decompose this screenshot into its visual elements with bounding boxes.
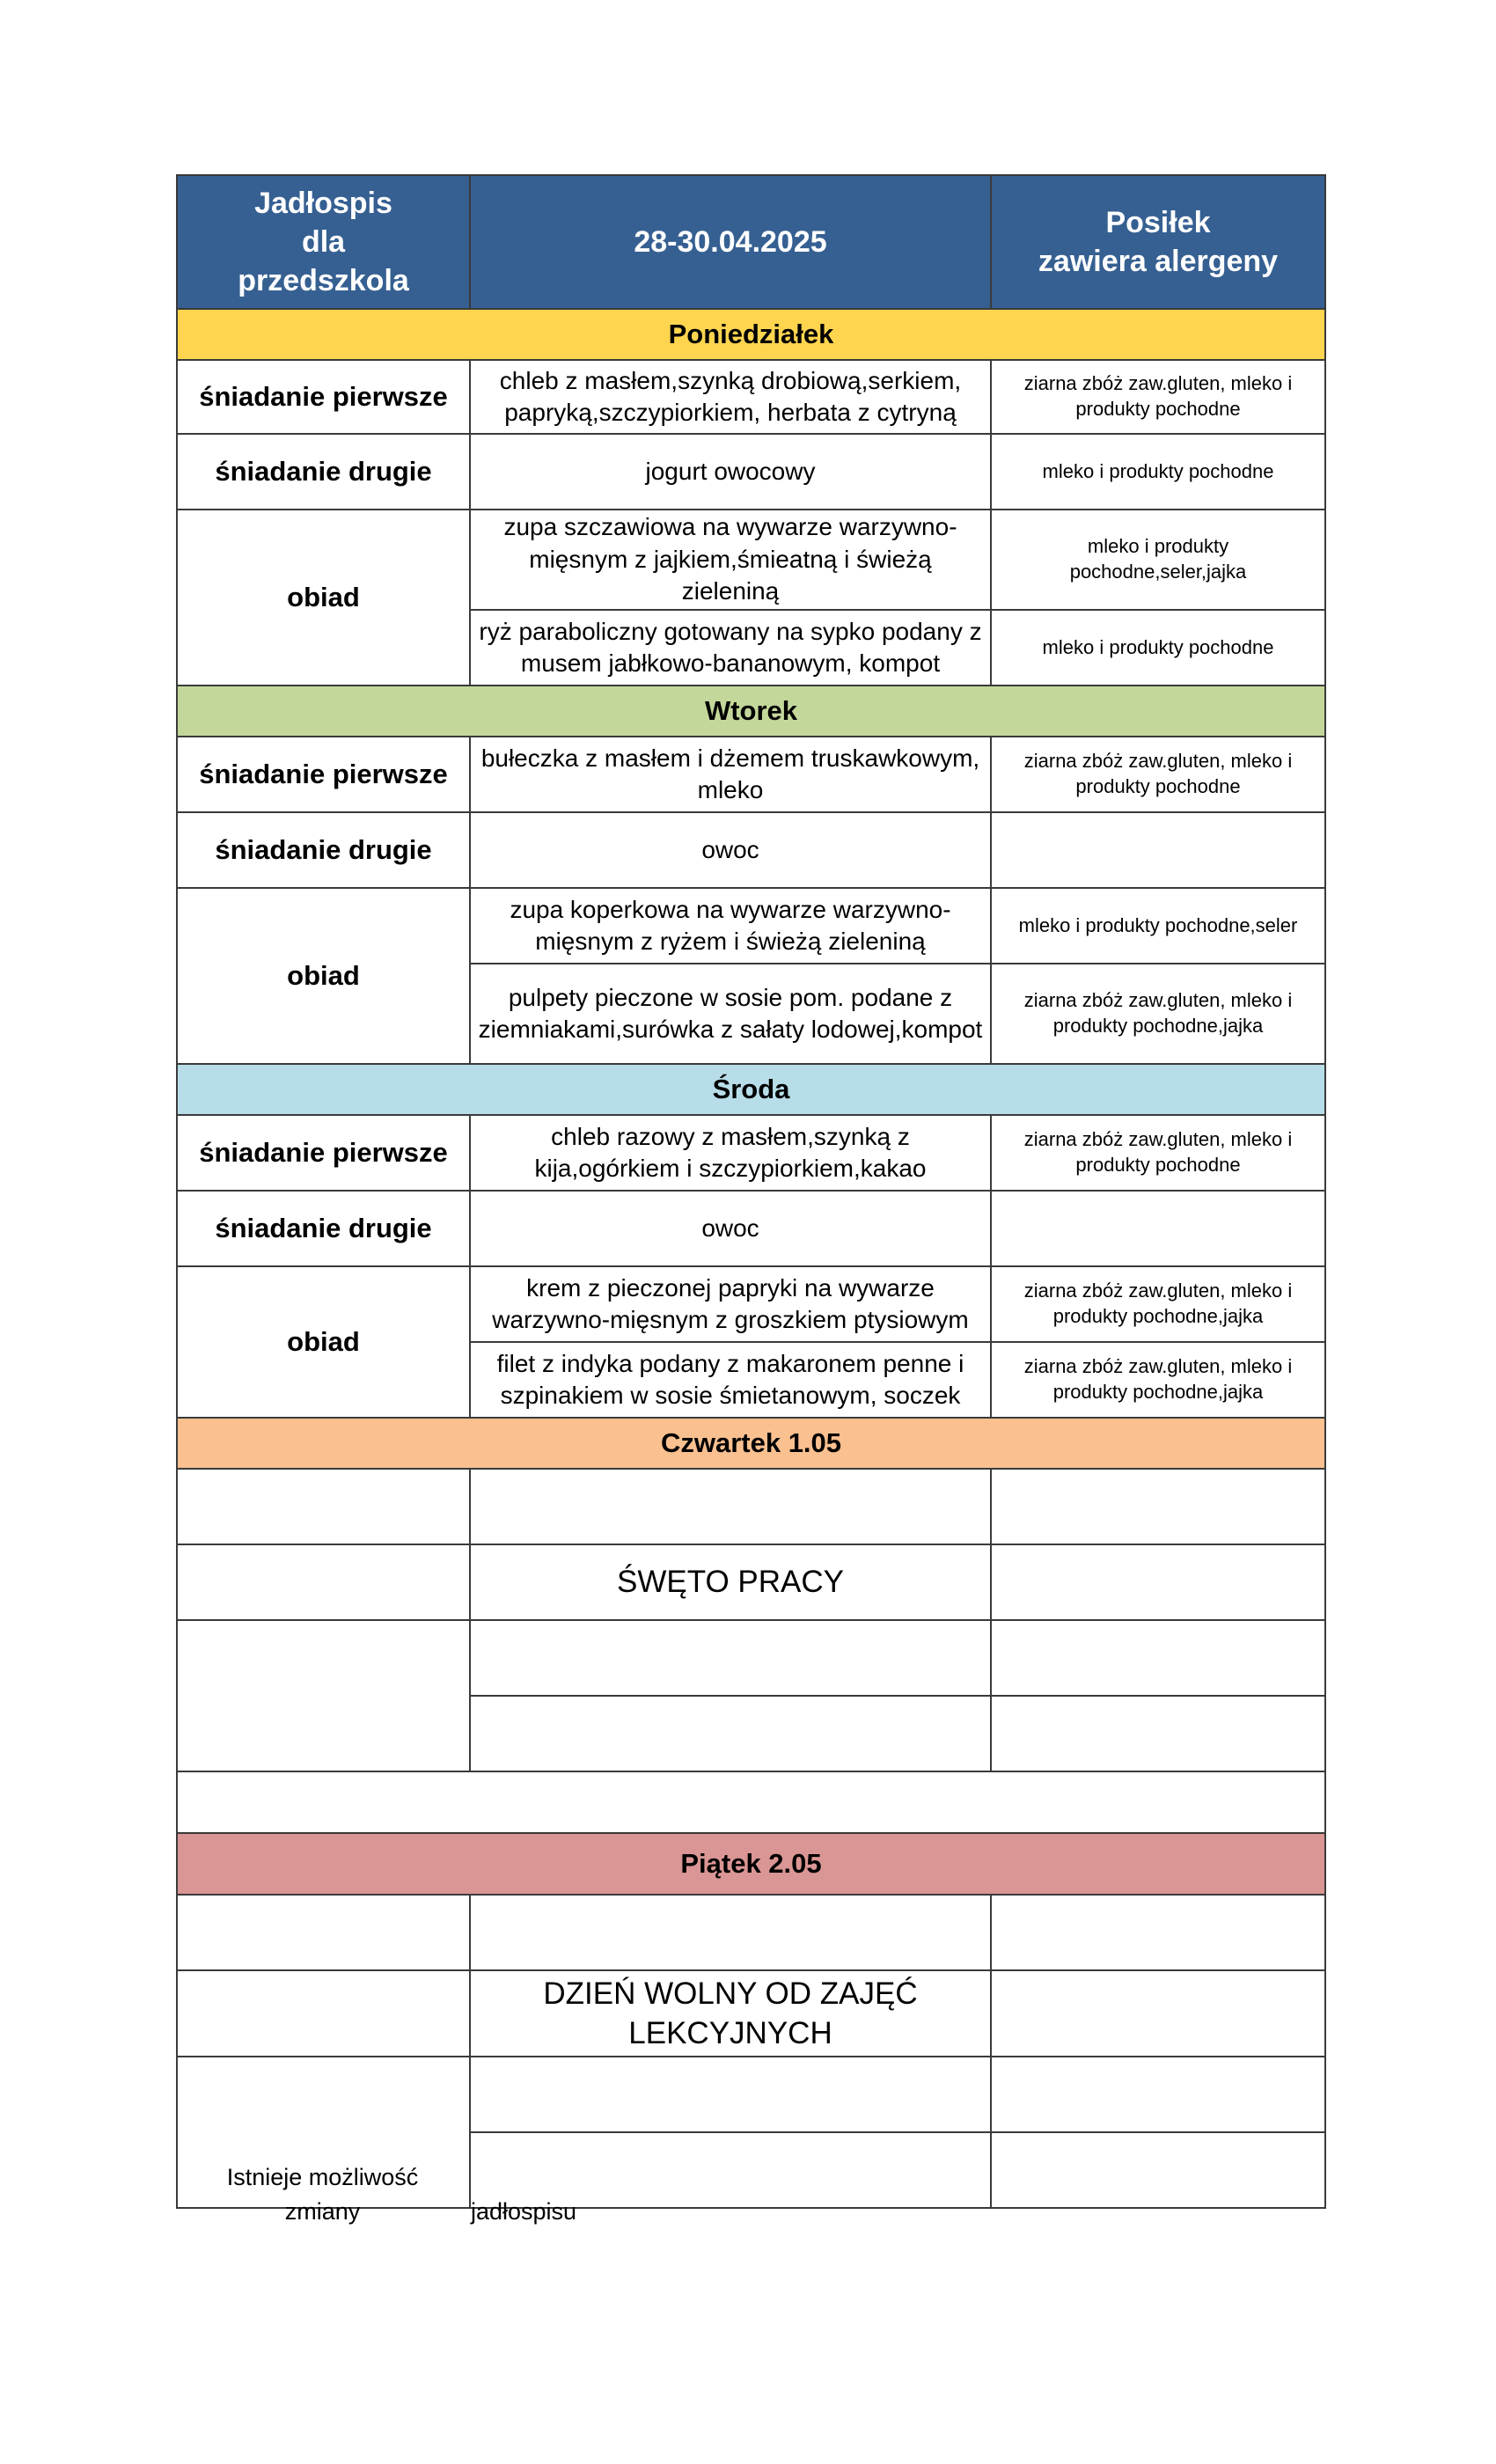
- day-name: Wtorek: [177, 686, 1325, 737]
- meal-label: śniadanie pierwsze: [177, 360, 470, 434]
- meal-allergens: ziarna zbóż zaw.gluten, mleko i produkty pochodne,jajka: [991, 1342, 1325, 1418]
- empty-cell: [991, 1970, 1325, 2057]
- footer-note-line: zmiany: [284, 2198, 361, 2226]
- meal-allergens: mleko i produkty pochodne,seler,jajka: [991, 510, 1325, 610]
- header-allergens-heading: [991, 175, 1325, 309]
- empty-cell: [991, 2057, 1325, 2132]
- meal-dish: krem z pieczonej papryki na wywarze warzywno-mięsnym z groszkiem ptysiowym: [470, 1266, 991, 1342]
- holiday-row: [177, 1544, 1325, 1620]
- meal-allergens: ziarna zbóż zaw.gluten, mleko i produkty pochodne: [991, 1115, 1325, 1191]
- footer-note-line: Istnieje możliwość: [226, 2164, 419, 2190]
- meal-row: [177, 1191, 1325, 1266]
- meal-allergens: ziarna zbóż zaw.gluten, mleko i produkty pochodne,jajka: [991, 964, 1325, 1064]
- meal-label: śniadanie pierwsze: [177, 737, 470, 812]
- meal-allergens: ziarna zbóż zaw.gluten, mleko i produkty pochodne: [991, 737, 1325, 812]
- header-row: [177, 175, 1325, 309]
- empty-cell: [470, 1620, 991, 1696]
- meal-dish: pulpety pieczone w sosie pom. podane z ziemniakami,surówka z sałaty lodowej,kompot: [470, 964, 991, 1064]
- header-allergens-line: Posiłek: [1105, 205, 1211, 239]
- empty-cell: [991, 1469, 1325, 1544]
- footer-note: [176, 2160, 469, 2229]
- meal-row: [177, 510, 1325, 610]
- meal-dish: zupa szczawiowa na wywarze warzywno-mięsnym z jajkiem,śmieatną i świeżą zieleniną: [470, 510, 991, 610]
- day-name: Piątek 2.05: [177, 1833, 1325, 1895]
- holiday-text: ŚWĘTO PRACY: [470, 1544, 991, 1620]
- header-title-line: Jadłospis: [254, 186, 392, 220]
- meal-row: [177, 812, 1325, 888]
- meal-dish: chleb z masłem,szynką drobiową,serkiem, papryką,szczypiorkiem, herbata z cytryną: [470, 360, 991, 434]
- meal-dish: filet z indyka podany z makaronem penne i szpinakiem w sosie śmietanowym, soczek: [470, 1342, 991, 1418]
- empty-cell: [991, 1620, 1325, 1696]
- empty-cell: [470, 1895, 991, 1970]
- empty-cell: [470, 1696, 991, 1771]
- holiday-row: [177, 1970, 1325, 2057]
- meal-allergens: [991, 812, 1325, 888]
- header-title: [177, 175, 470, 309]
- header-allergens-line: zawiera alergeny: [1038, 245, 1279, 278]
- meal-allergens: mleko i produkty pochodne: [991, 434, 1325, 510]
- empty-row: [177, 1620, 1325, 1696]
- spacer-row: [177, 1771, 1325, 1833]
- empty-row: [177, 1469, 1325, 1544]
- footer-note-end: jadłospisu: [471, 2198, 577, 2225]
- empty-cell: [177, 1895, 470, 1970]
- empty-cell: [470, 1469, 991, 1544]
- header-dates: 28-30.04.2025: [470, 175, 991, 309]
- meal-label: śniadanie drugie: [177, 434, 470, 510]
- meal-label: śniadanie drugie: [177, 1191, 470, 1266]
- day-row-friday: [177, 1833, 1325, 1895]
- meal-label: śniadanie drugie: [177, 812, 470, 888]
- meal-dish: jogurt owocowy: [470, 434, 991, 510]
- empty-cell: [991, 2132, 1325, 2208]
- empty-cell: [991, 1544, 1325, 1620]
- day-row-monday: [177, 309, 1325, 360]
- meal-dish: zupa koperkowa na wywarze warzywno-mięsnym z ryżem i świeżą zieleniną: [470, 888, 991, 964]
- header-title-line: przedszkola: [238, 264, 409, 298]
- menu-table: [176, 174, 1326, 2209]
- empty-cell: [991, 1895, 1325, 1970]
- empty-cell: [991, 1696, 1325, 1771]
- meal-dish: chleb razowy z masłem,szynką z kija,ogórkiem i szczypiorkiem,kakao: [470, 1115, 991, 1191]
- meal-row: [177, 1266, 1325, 1342]
- meal-row: [177, 737, 1325, 812]
- meal-dish: bułeczka z masłem i dżemem truskawkowym, mleko: [470, 737, 991, 812]
- empty-cell: [177, 1970, 470, 2057]
- header-title-line: dla: [301, 224, 346, 259]
- meal-row: [177, 888, 1325, 964]
- empty-cell: [177, 1620, 470, 1771]
- empty-row: [177, 2057, 1325, 2132]
- day-row-thursday: [177, 1418, 1325, 1469]
- meal-allergens: ziarna zbóż zaw.gluten, mleko i produkty pochodne,jajka: [991, 1266, 1325, 1342]
- meal-label: śniadanie pierwsze: [177, 1115, 470, 1191]
- meal-dish: ryż paraboliczny gotowany na sypko podany z musem jabłkowo-bananowym, kompot: [470, 610, 991, 686]
- empty-cell: [470, 2057, 991, 2132]
- meal-row: [177, 1115, 1325, 1191]
- meal-allergens: [991, 1191, 1325, 1266]
- day-name: Poniedziałek: [177, 309, 1325, 360]
- meal-row: [177, 434, 1325, 510]
- empty-cell: [177, 1771, 1325, 1833]
- meal-label: obiad: [177, 510, 470, 686]
- holiday-text: DZIEŃ WOLNY OD ZAJĘĆ LEKCYJNYCH: [470, 1970, 991, 2057]
- meal-allergens: mleko i produkty pochodne: [991, 610, 1325, 686]
- meal-dish: owoc: [470, 812, 991, 888]
- empty-row: [177, 1895, 1325, 1970]
- meal-allergens: ziarna zbóż zaw.gluten, mleko i produkty pochodne: [991, 360, 1325, 434]
- day-name: Środa: [177, 1064, 1325, 1115]
- empty-cell: [177, 1469, 470, 1544]
- empty-cell: [177, 1544, 470, 1620]
- meal-label: obiad: [177, 888, 470, 1064]
- meal-dish: owoc: [470, 1191, 991, 1266]
- meal-allergens: mleko i produkty pochodne,seler: [991, 888, 1325, 964]
- day-row-wednesday: [177, 1064, 1325, 1115]
- meal-row: [177, 360, 1325, 434]
- day-row-tuesday: [177, 686, 1325, 737]
- day-name: Czwartek 1.05: [177, 1418, 1325, 1469]
- meal-label: obiad: [177, 1266, 470, 1418]
